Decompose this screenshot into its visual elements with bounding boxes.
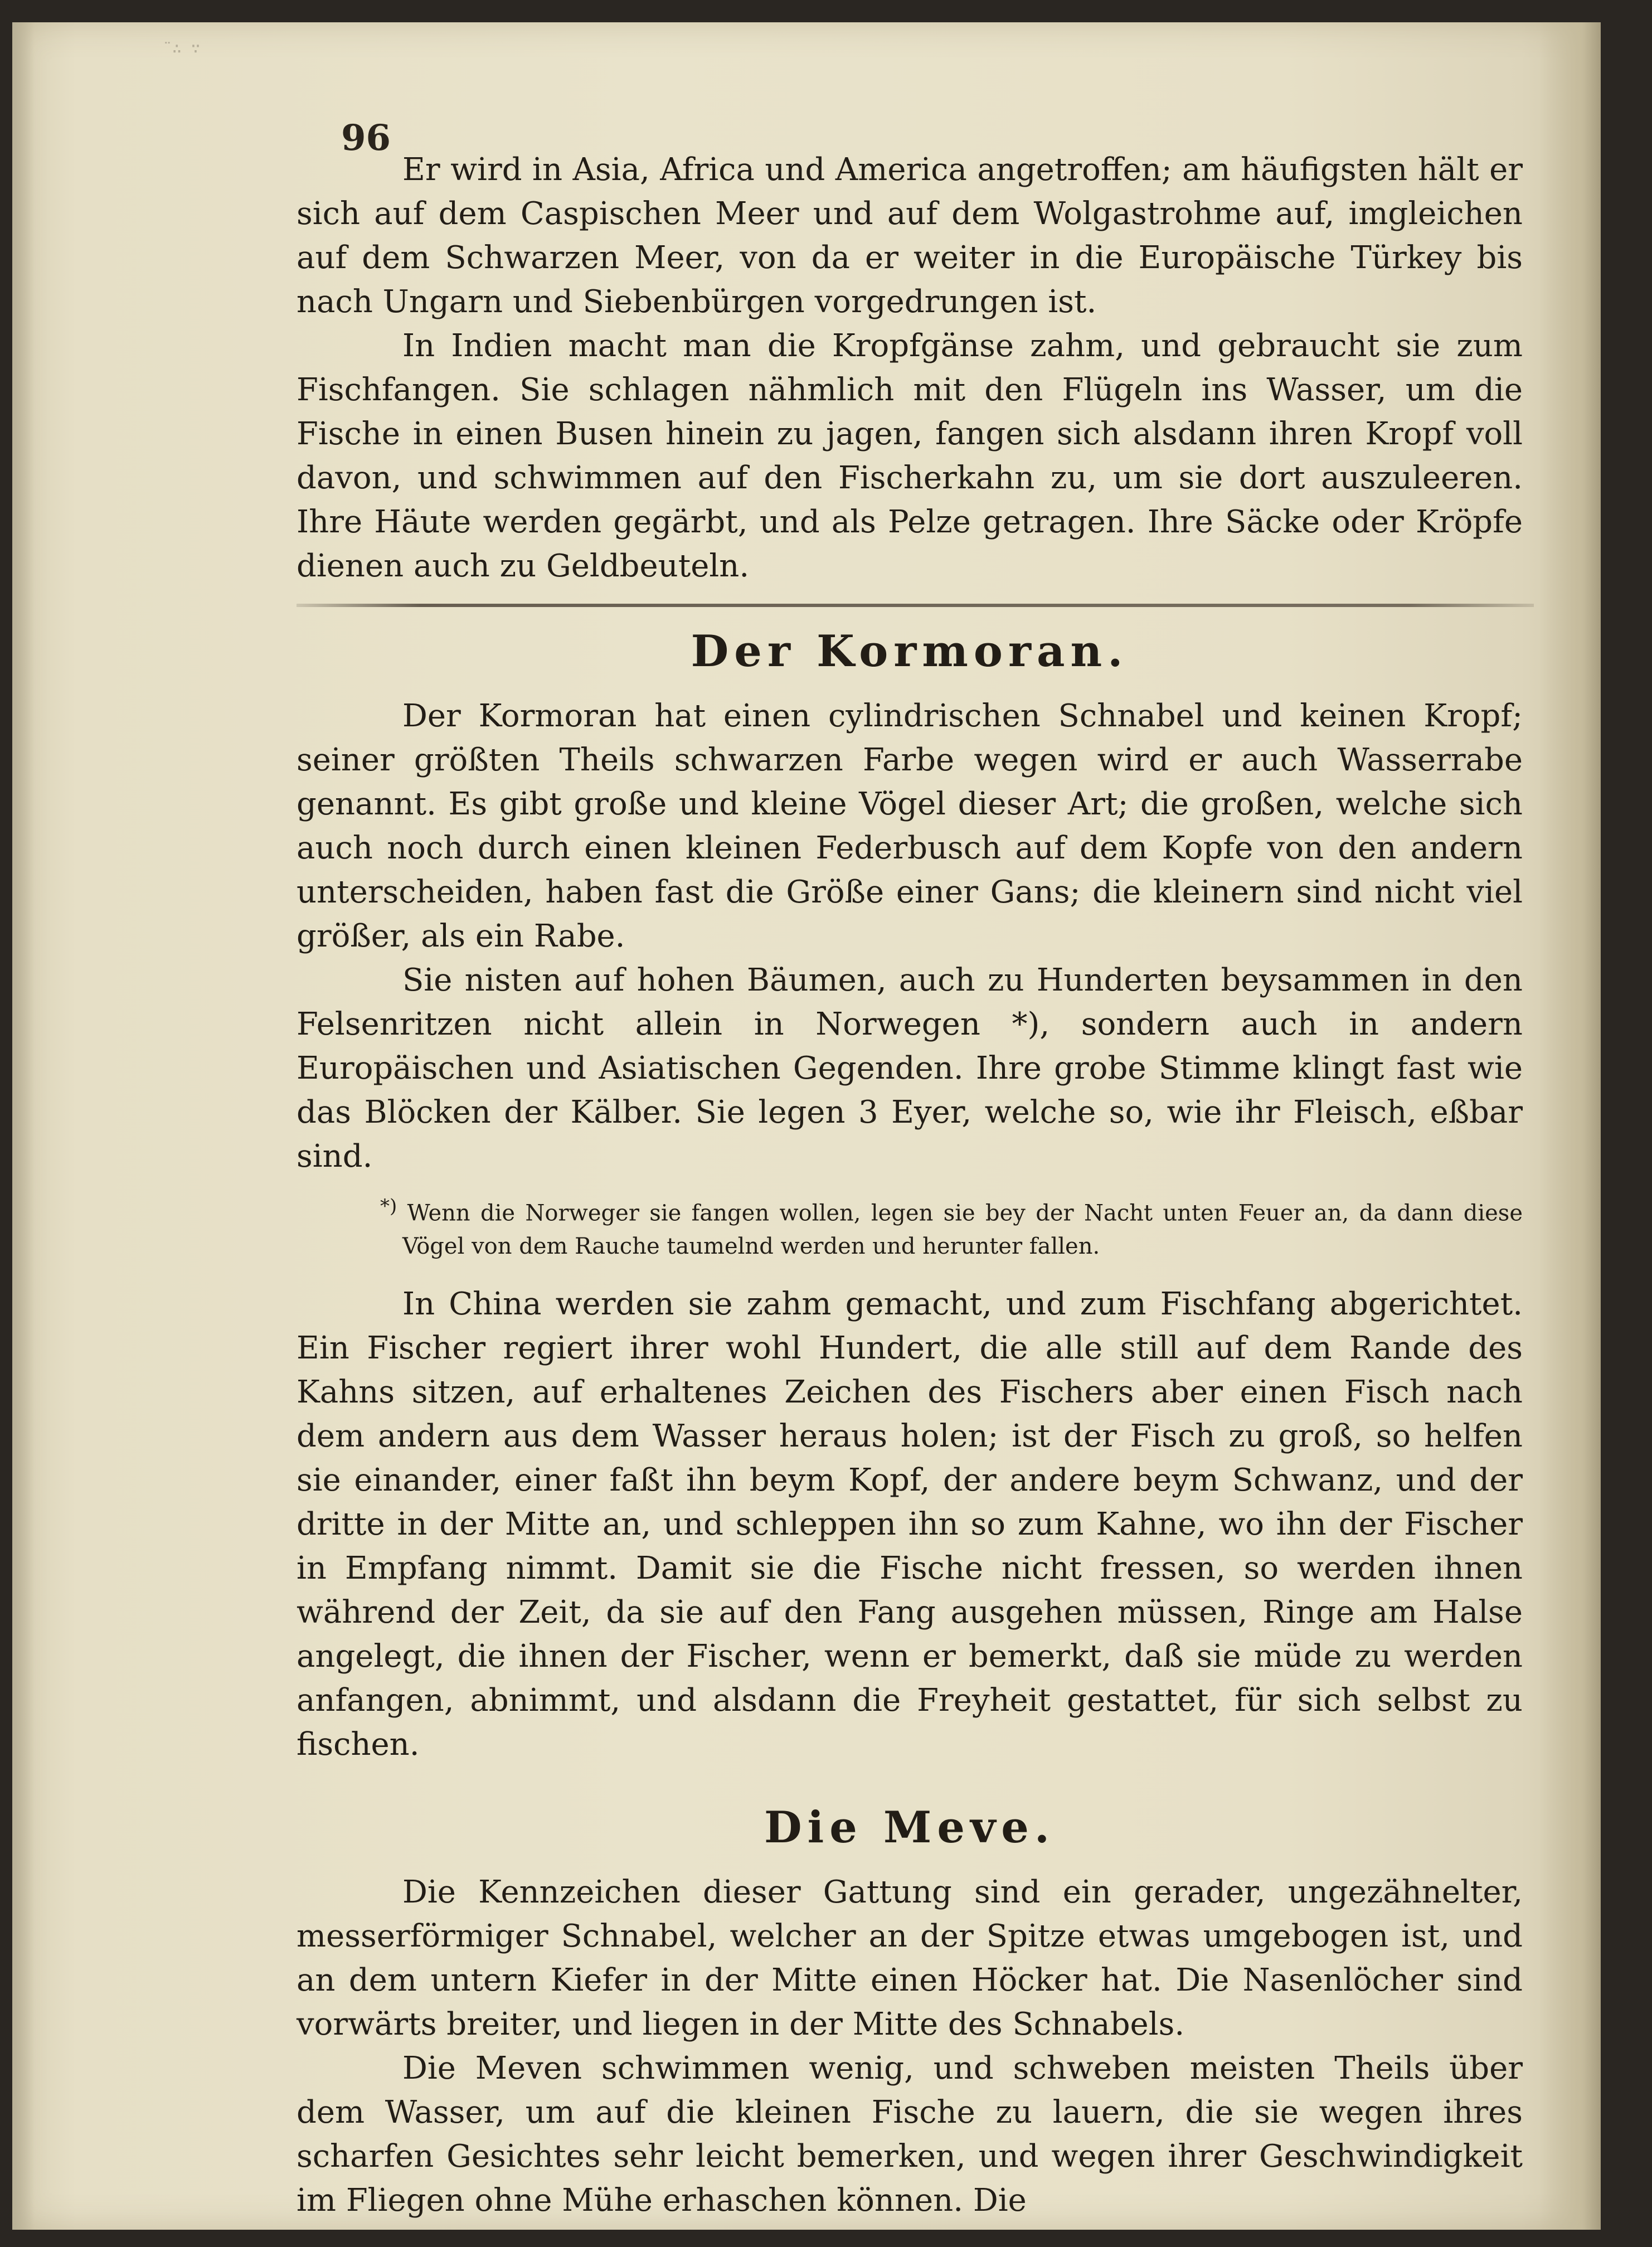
section-divider xyxy=(297,604,1534,607)
paragraph: Die Kennzeichen dieser Gattung sind ein gerader, ungezähnelter, messerförmiger Schnabel, welcher an der Spitze etwas umgebogen ist, und an dem untern Kiefer in der Mitte einen Höcker hat. Die Nasenlöcher sind vorwärts breiter, und liegen in der Mitte des Schnabels. xyxy=(297,1874,1523,2043)
page-binding-shadow xyxy=(12,22,35,2230)
paragraph: Sie nisten auf hohen Bäumen, auch zu Hunderten beysammen in den Felsenritzen nicht allein in Norwegen *), sondern auch in andern Europäischen und Asiatischen Gegenden. Ihre grobe Stimme klingt fast wie das Blöcken der Kälber. Sie legen 3 Eyer, welche so, wie ihr Fleisch, eßbar sind. xyxy=(297,962,1523,1175)
section-heading-meve: Die Meve. xyxy=(764,1802,1056,1853)
page-number: 96 xyxy=(341,117,391,159)
paragraph: Der Kormoran hat einen cylindrischen Schnabel und keinen Kropf; seiner größten Theils schwarzen Farbe wegen wird er auch Wasserrabe genannt. Es gibt große und kleine Vögel dieser Art; die großen, welche sich auch noch durch einen kleinen Federbusch auf dem Kopfe von den andern unterscheiden, haben fast die Größe einer Gans; die kleinern sind nicht viel größer, als ein Rabe. xyxy=(297,698,1523,954)
section-heading-kormoran: Der Kormoran. xyxy=(691,626,1129,677)
footnote-text: Wenn die Norweger sie fangen wollen, legen sie bey der Nacht unten Feuer an, da dann diese Vögel von dem Rauche taumelnd werden und herunter fallen. xyxy=(402,1200,1523,1260)
footnote-marker: *) xyxy=(380,1195,397,1217)
page-body xyxy=(297,148,1523,2222)
footnote xyxy=(297,1190,1523,1263)
paragraph: Die Meven schwimmen wenig, und schweben meisten Theils über dem Wasser, um auf die kleinen Fische zu lauern, die sie wegen ihres scharfen Gesichtes sehr leicht bemerken, und wegen ihrer Geschwindigkeit im Fliegen ohne Mühe erhaschen können. Die xyxy=(297,2050,1523,2219)
paragraph: Er wird in Asia, Africa und America angetroffen; am häufigsten hält er sich auf dem Caspischen Meer und auf dem Wolgastrohme auf, imgleichen auf dem Schwarzen Meer, von da er weiter in die Europäische Türkey bis nach Ungarn und Siebenbürgen vorgedrungen ist. xyxy=(297,152,1523,320)
paragraph: In China werden sie zahm gemacht, und zum Fischfang abgerichtet. Ein Fischer regiert ihrer wohl Hundert, die alle still auf dem Rande des Kahns sitzen, auf erhaltenes Zeichen des Fischers aber einen Fisch nach dem andern aus dem Wasser heraus holen; ist der Fisch zu groß, so helfen sie einander, einer faßt ihn beym Kopf, der andere beym Schwanz, und der dritte in der Mitte an, und schleppen ihn so zum Kahne, wo ihn der Fischer in Empfang nimmt. Damit sie die Fische nicht fressen, so werden ihnen während der Zeit, da sie auf den Fang ausgehen müssen, Ringe am Halse angelegt, die ihnen der Fischer, wenn er bemerkt, daß sie müde zu werden anfangen, abnimmt, und alsdann die Freyheit gestattet, für sich selbst zu fischen. xyxy=(297,1286,1523,1763)
book-page xyxy=(12,22,1601,2230)
library-stamp-mark: ¨∴ ∵ xyxy=(163,39,201,57)
paragraph: In Indien macht man die Kropfgänse zahm, und gebraucht sie zum Fischfangen. Sie schlagen nähmlich mit den Flügeln ins Wasser, um die Fische in einen Busen hinein zu jagen, fangen sich alsdann ihren Kropf voll davon, und schwimmen auf den Fischerkahn zu, um sie dort auszuleeren. Ihre Häute werden gegärbt, und als Pelze getragen. Ihre Säcke oder Kröpfe dienen auch zu Geldbeuteln. xyxy=(297,328,1523,584)
page-edge-shadow xyxy=(1539,22,1601,2230)
